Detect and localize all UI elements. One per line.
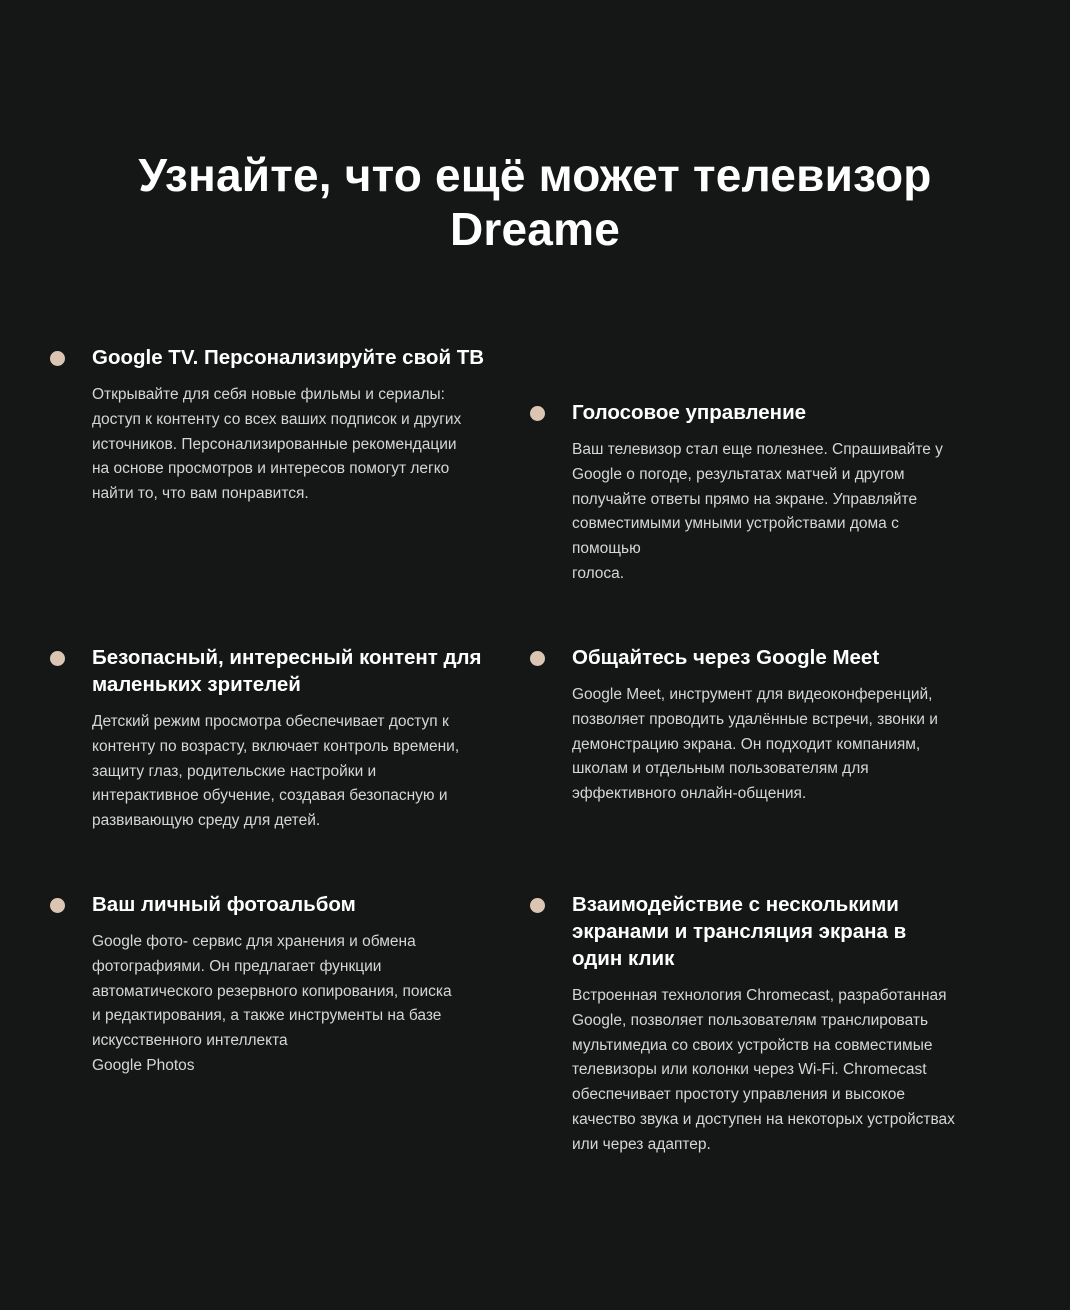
feature-kids-content [92, 644, 532, 834]
feature-description-line: качество звука и доступен на некоторых устройствах [572, 1110, 955, 1128]
feature-title-line: маленьких зрителей [92, 673, 301, 696]
feature-description-line: помощью [572, 540, 641, 558]
feature-title-line: экранами и трансляция экрана в [572, 920, 907, 943]
feature-description-line: интерактивное обучение, создавая безопасную и [92, 787, 448, 805]
feature-description-line: контенту по возрасту, включает контроль времени, [92, 737, 460, 755]
page-title [0, 148, 1070, 256]
feature-multiscreen-casting [572, 891, 1002, 1158]
feature-description-line: совместимыми умными устройствами дома с [572, 515, 899, 533]
bullet-dot-icon [50, 651, 65, 666]
bullet-dot-icon [50, 351, 65, 366]
feature-google-tv [92, 344, 532, 507]
feature-photo-album [92, 891, 532, 1079]
feature-title [92, 891, 532, 918]
feature-description-line: Google Meet, инструмент для видеоконференций, [572, 686, 933, 703]
feature-title-line: Голосовое управление [572, 401, 807, 424]
feature-description [572, 683, 1012, 807]
feature-title [92, 644, 532, 698]
feature-description-line: школам и отдельным пользователям для [572, 760, 869, 778]
feature-description [572, 984, 1002, 1158]
page-title-line: Узнайте, что ещё может телевизор [138, 149, 932, 201]
feature-description-line: Google о погоде, результатах матчей и другом [572, 465, 905, 483]
feature-title [572, 644, 1012, 671]
feature-title-line: один клик [572, 947, 675, 970]
feature-title-line: Общайтесь через Google Meet [572, 646, 880, 669]
feature-title-line: Google TV. Персонализируйте свой ТВ [92, 346, 485, 369]
feature-description-line: мультимедиа со своих устройств на совместимые [572, 1036, 933, 1054]
feature-description-line: телевизоры или колонки через Wi-Fi. Chromecast [572, 1061, 927, 1079]
bullet-dot-icon [530, 651, 545, 666]
feature-description-line: обеспечивает простоту управления и высокое [572, 1086, 905, 1104]
feature-description [572, 438, 1012, 587]
feature-title [92, 344, 532, 371]
bullet-dot-icon [50, 898, 65, 913]
feature-title [572, 399, 1012, 426]
feature-description-line: Google Photos [92, 1056, 195, 1074]
bullet-dot-icon [530, 406, 545, 421]
feature-description-line: защиту глаз, родительские настройки и [92, 762, 377, 780]
feature-description-line: Ваш телевизор стал еще полезнее. Спрашивайте у [572, 441, 943, 458]
feature-description-line: позволяет проводить удалённые встречи, звонки и [572, 710, 938, 728]
feature-title-line: Взаимодействие с несколькими [572, 893, 899, 916]
feature-description-line: Встроенная технология Chromecast, разработанная [572, 987, 947, 1004]
feature-description [92, 930, 532, 1079]
feature-description-line: или через адаптер. [572, 1135, 711, 1153]
feature-description-line: и редактирования, а также инструменты на базе [92, 1007, 442, 1025]
feature-description-line: доступ к контенту со всех ваших подписок и других [92, 410, 462, 428]
feature-description-line: демонстрацию экрана. Он подходит компаниям, [572, 735, 921, 753]
feature-description-line: искусственного интеллекта [92, 1032, 288, 1050]
feature-description [92, 383, 532, 507]
feature-description [92, 710, 532, 834]
feature-description-line: Открывайте для себя новые фильмы и сериалы: [92, 386, 445, 403]
feature-description-line: автоматического резервного копирования, поиска [92, 982, 452, 1000]
feature-description-line: развивающую среду для детей. [92, 812, 321, 830]
feature-voice-control [572, 399, 1012, 587]
feature-title-line: Ваш личный фотоальбом [92, 893, 356, 916]
feature-description-line: голоса. [572, 564, 625, 582]
feature-description-line: источников. Персонализированные рекомендации [92, 435, 457, 453]
feature-description-line: получайте ответы прямо на экране. Управляйте [572, 490, 918, 508]
feature-description-line: Детский режим просмотра обеспечивает доступ к [92, 713, 449, 730]
feature-description-line: фотографиями. Он предлагает функции [92, 957, 382, 975]
feature-description-line: эффективного онлайн-общения. [572, 785, 807, 803]
feature-google-meet [572, 644, 1012, 807]
bullet-dot-icon [530, 898, 545, 913]
page-title-line: Dreame [450, 203, 620, 255]
feature-description-line: на основе просмотров и интересов помогут легко [92, 460, 450, 478]
feature-description-line: Google фото- сервис для хранения и обмена [92, 933, 416, 950]
feature-title [572, 891, 1002, 972]
feature-description-line: найти то, что вам понравится. [92, 485, 309, 503]
feature-description-line: Google, позволяет пользователям транслировать [572, 1011, 929, 1029]
feature-title-line: Безопасный, интересный контент для [92, 646, 482, 669]
